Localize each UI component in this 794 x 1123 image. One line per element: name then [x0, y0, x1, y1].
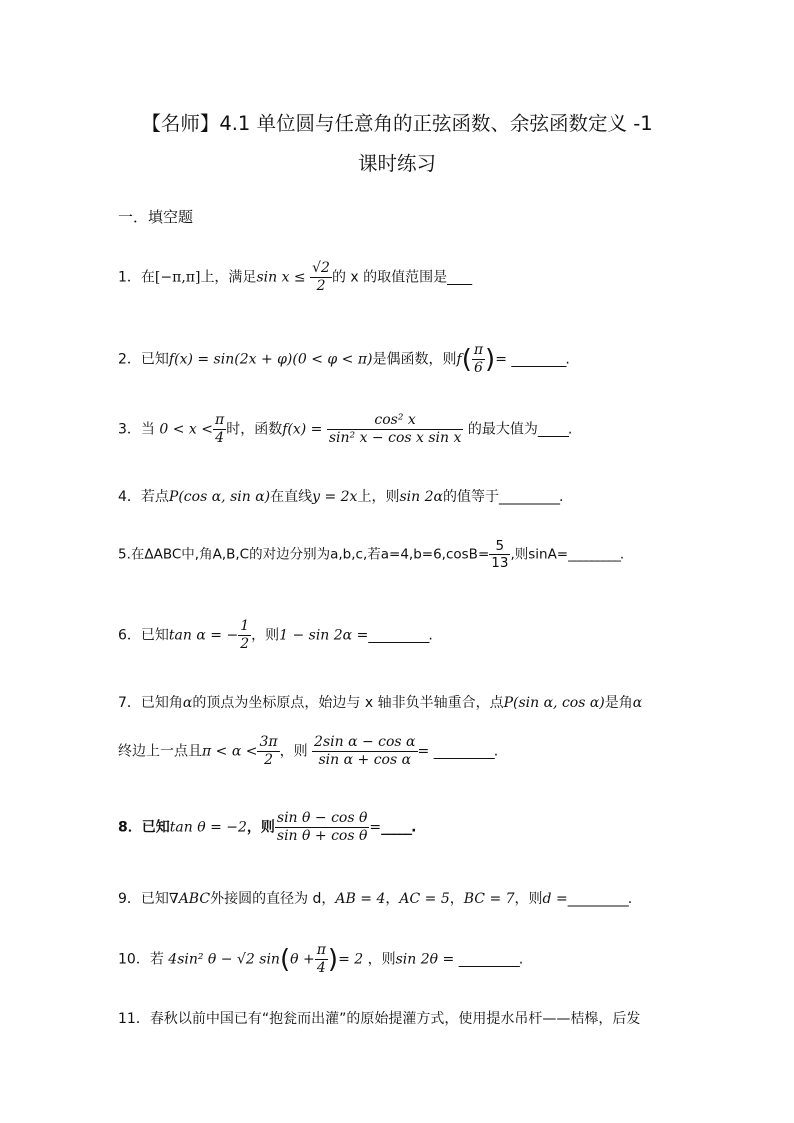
- question-4: 4．若点P(cos α, sin α)在直线y = 2x上，则sin 2α的值等于__________.: [118, 489, 563, 505]
- question-3: 3．当 0 < x < $\frac{\pi}{4}$ 时，函数f(x) = $\frac{\text{cos² x}}{\text{sin² x − cos x sin x}}$ 的最大值为_____.: [118, 412, 572, 446]
- section-heading: 一．填空题: [118, 208, 194, 226]
- question-6: 6．已知tan α = − $\frac{1}{2}$ ，则1 − sin 2α =__________.: [118, 618, 432, 652]
- doc-title-line2: 课时练习: [357, 152, 436, 175]
- question-8: 8．已知tan θ = −2，则 $\frac{\text{sin θ − cos θ}}{\text{sin θ + cos θ}}$ =_____.: [118, 810, 416, 844]
- question-10: 10．若 4sin² θ − √2 sin(θ + $\frac{\pi}{4}$ )= 2 ，则sin 2θ = __________.: [118, 942, 523, 976]
- question-7-line1: 7．已知角α的顶点为坐标原点，始边与 x 轴非负半轴重合，点P(sin α, cos α)是角α: [118, 695, 643, 711]
- question-2: 2．已知f(x) = sin(2x + φ)(0 < φ < π)是偶函数，则f( $\frac{\pi}{6}$ )= _________.: [118, 342, 569, 376]
- question-1: 1．在[−π,π]上，满足sin x ≤ $\frac{√2}{2}$ 的 x 的取值范围是____: [118, 260, 472, 294]
- doc-title-line1: 【名师】4.1 单位圆与任意角的正弦函数、余弦函数定义 -1: [141, 112, 653, 135]
- question-7-line2: 终边上一点且π < α < $\frac{3\pi}{2}$ ，则 $\frac{\text{2sin α − cos α}}{\text{sin α + cos α}}$ = __________.: [118, 734, 498, 768]
- question-9: 9．已知∇ABC外接圆的直径为 d，AB = 4，AC = 5，BC = 7，则d =__________.: [118, 891, 632, 907]
- question-11: 11．春秋以前中国已有“抱瓮而出灌”的原始提灌方式，使用提水吊杆——桔槔，后发: [118, 1011, 641, 1027]
- question-5: 5.在ΔABC中,角A,B,C的对边分别为a,b,c,若a=4,b=6,cosB= $\frac{5}{13}$ ,则sinA=_________.: [118, 538, 624, 572]
